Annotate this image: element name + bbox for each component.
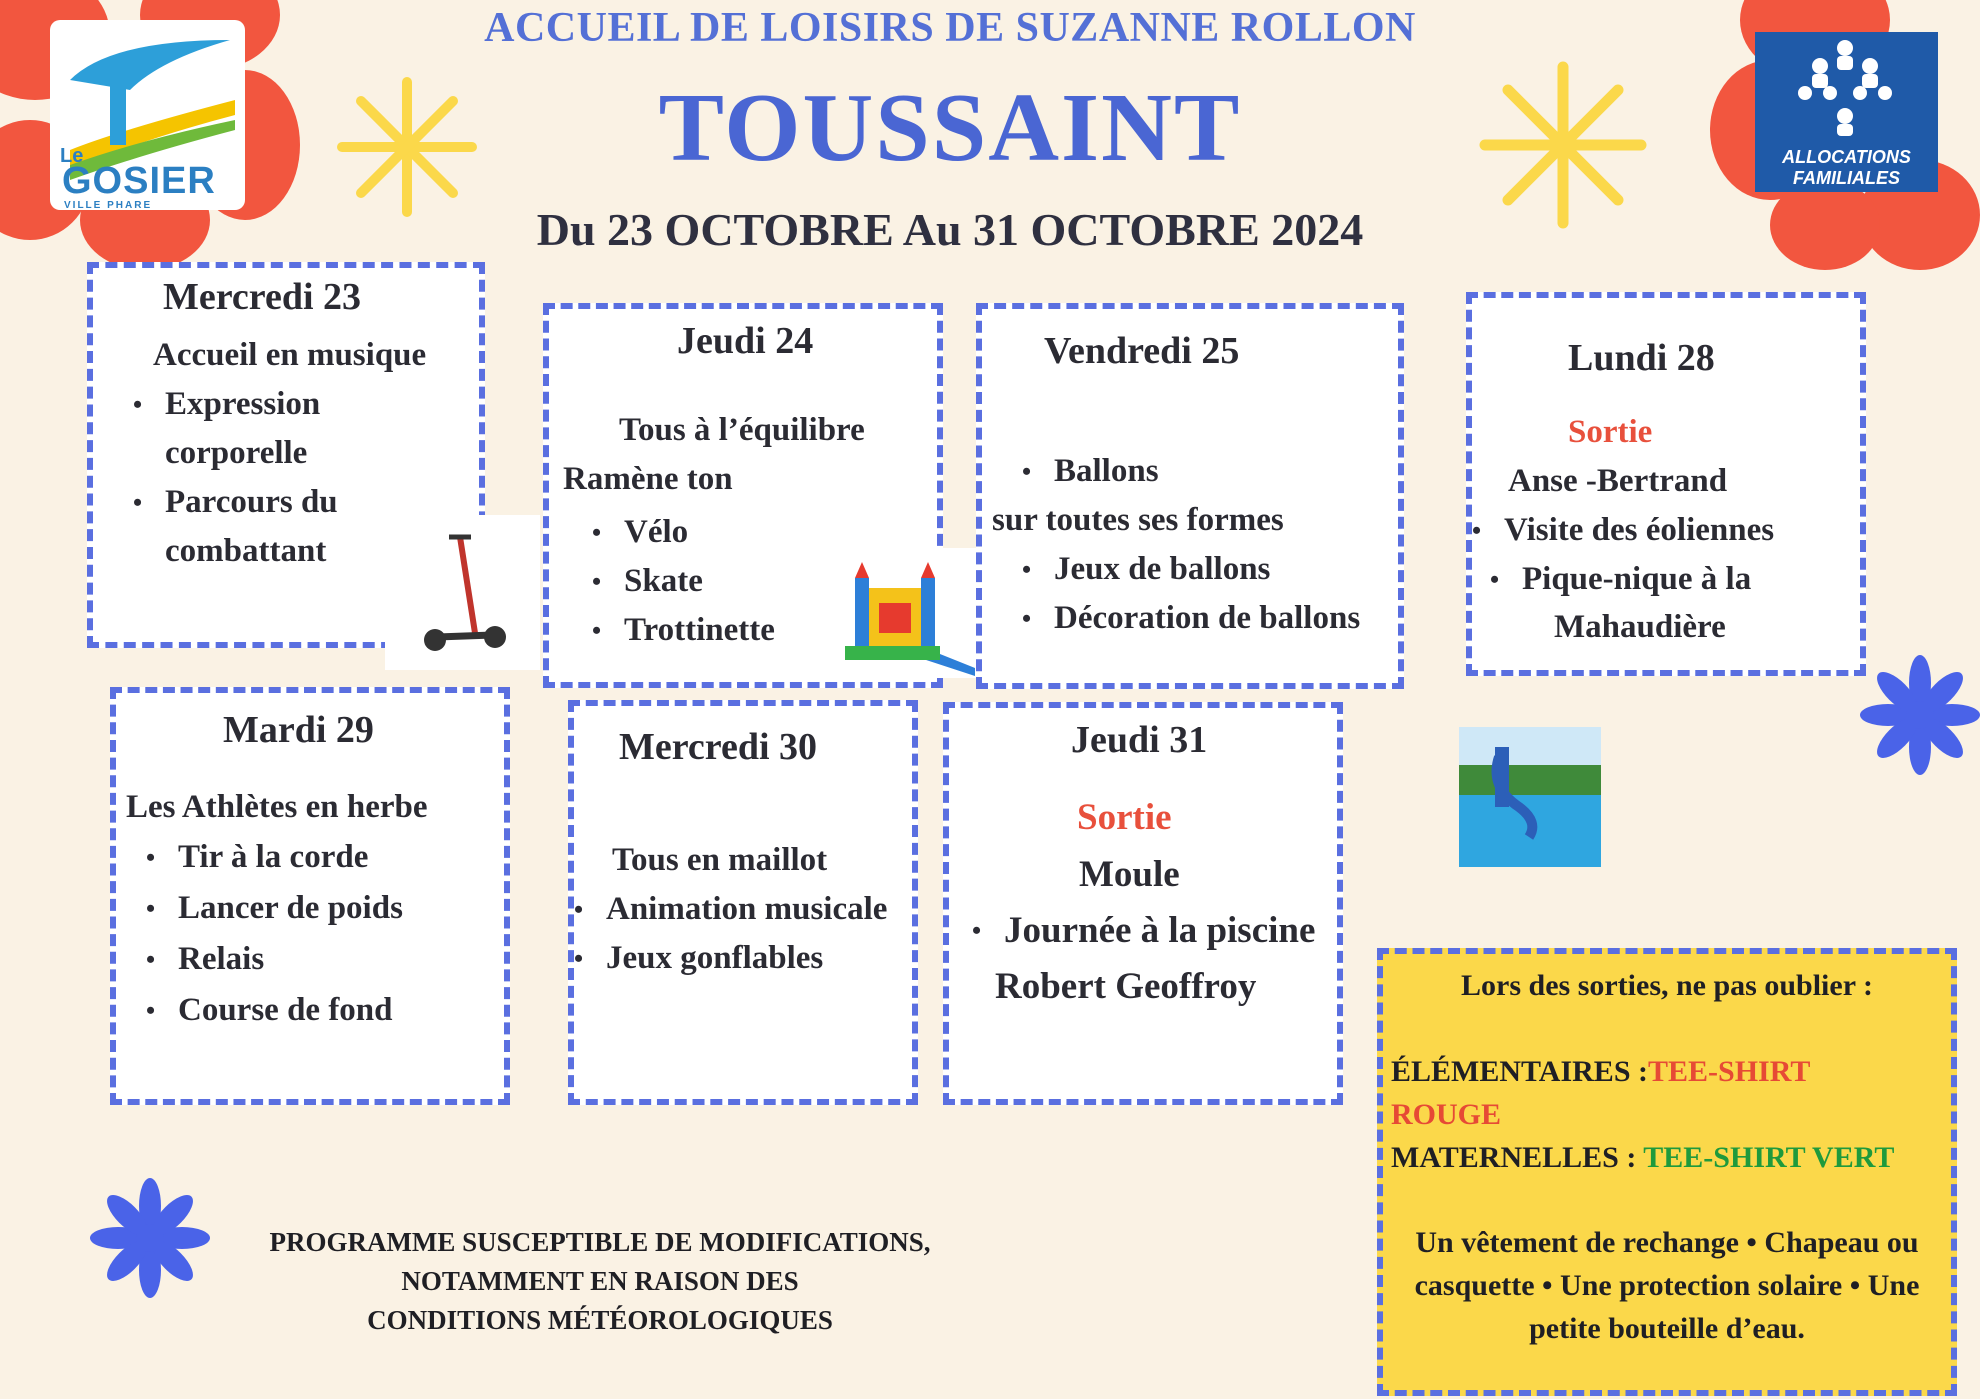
reminder-list-line: casquette • Une protection solaire • Une (1414, 1269, 1920, 1302)
activity-intro: Tous à l’équilibre (619, 412, 865, 448)
elementaires-line (1391, 1050, 1810, 1093)
bouncy-castle-image (835, 548, 980, 678)
day-title: Mercredi 30 (619, 726, 818, 768)
list-item: • Tir à la corde (178, 833, 368, 882)
list-item-continued: corporelle (165, 435, 308, 471)
reminder-title: Lors des sorties, ne pas oublier : (1461, 969, 1873, 1002)
list-item: • Expression (165, 380, 320, 429)
page-dates: Du 23 OCTOBRE Au 31 OCTOBRE 2024 (536, 204, 1364, 255)
list-item: • Ballons (1054, 447, 1159, 496)
page-title: TOUSSAINT (658, 74, 1242, 182)
list-item: • Jeux de ballons (1054, 545, 1270, 594)
list-item: • Journée à la piscine (1004, 906, 1315, 955)
reminder-list-line: Un vêtement de rechange • Chapeau ou (1415, 1226, 1919, 1259)
maternelles-label: MATERNELLES : (1391, 1141, 1644, 1174)
sortie-place: Moule (1079, 854, 1180, 895)
activity-intro: Tous en maillot (612, 842, 828, 878)
scooter-image (385, 515, 540, 670)
sortie-label: Sortie (1568, 414, 1653, 450)
list-item: • Vélo (624, 508, 688, 557)
list-item: • Lancer de poids (178, 884, 403, 933)
list-item-continued: Mahaudière (1554, 609, 1726, 645)
maternelles-line (1391, 1136, 1894, 1179)
blue-flower-icon (90, 1178, 210, 1298)
caf-logo-text-2: FAMILIALES (1793, 168, 1900, 188)
pool-image (1459, 727, 1601, 867)
day-title: Jeudi 24 (677, 320, 814, 362)
maternelles-value: TEE-SHIRT VERT (1643, 1141, 1895, 1174)
disclaimer-line: PROGRAMME SUSCEPTIBLE DE MODIFICATIONS, (269, 1227, 931, 1257)
list-item-continued: Robert Geoffroy (995, 966, 1257, 1007)
gosier-logo-text-3: VILLE PHARE (64, 200, 153, 211)
day-card-jeudi-31 (943, 702, 1343, 1105)
list-item: • Skate (624, 557, 703, 606)
activity-intro: Accueil en musique (153, 337, 427, 373)
list-item: • Trottinette (624, 606, 775, 655)
activity-intro: Les Athlètes en herbe (126, 789, 428, 825)
elementaires-value: TEE-SHIRT (1648, 1055, 1811, 1088)
list-item: • Parcours du (165, 478, 338, 527)
day-card-mercredi-30 (568, 700, 918, 1105)
caf-logo-text-1: ALLOCATIONS (1782, 147, 1911, 167)
list-item: • Course de fond (178, 986, 393, 1035)
disclaimer-line: CONDITIONS MÉTÉOROLOGIQUES (367, 1305, 833, 1335)
sortie-label: Sortie (1077, 797, 1172, 838)
page-subtitle: ACCUEIL DE LOISIRS DE SUZANNE ROLLON (484, 5, 1416, 51)
reminder-box (1377, 948, 1957, 1396)
list-item: • Décoration de ballons (1054, 594, 1360, 643)
day-title: Mardi 29 (223, 709, 374, 751)
list-item: • Animation musicale (606, 885, 887, 934)
activity-intro: Ramène ton (563, 461, 733, 497)
list-item: • Pique-nique à la (1522, 555, 1751, 604)
elementaires-label: ÉLÉMENTAIRES : (1391, 1055, 1648, 1088)
disclaimer (230, 1223, 970, 1340)
gosier-logo-text-2: GOSIER (62, 160, 216, 202)
reminder-list-line: petite bouteille d’eau. (1529, 1312, 1805, 1345)
day-title: Mercredi 23 (163, 276, 362, 318)
list-item: • Jeux gonflables (606, 934, 823, 983)
disclaimer-line: NOTAMMENT EN RAISON DES (401, 1266, 799, 1296)
list-item-continued: combattant (165, 533, 327, 569)
day-card-mardi-29 (110, 687, 510, 1105)
day-title: Vendredi 25 (1044, 330, 1240, 372)
gosier-logo-text-1: Le (60, 145, 84, 167)
blue-flower-icon (1860, 655, 1980, 775)
day-title: Jeudi 31 (1071, 719, 1208, 761)
activity-intro: sur toutes ses formes (992, 502, 1284, 538)
list-item: • Visite des éoliennes (1504, 506, 1774, 555)
day-title: Lundi 28 (1568, 337, 1715, 379)
sortie-place: Anse -Bertrand (1508, 463, 1728, 499)
day-card-lundi-28 (1466, 292, 1866, 676)
elementaires-value-continued: ROUGE (1391, 1098, 1502, 1131)
day-card-vendredi-25 (976, 303, 1404, 689)
list-item: • Relais (178, 935, 264, 984)
